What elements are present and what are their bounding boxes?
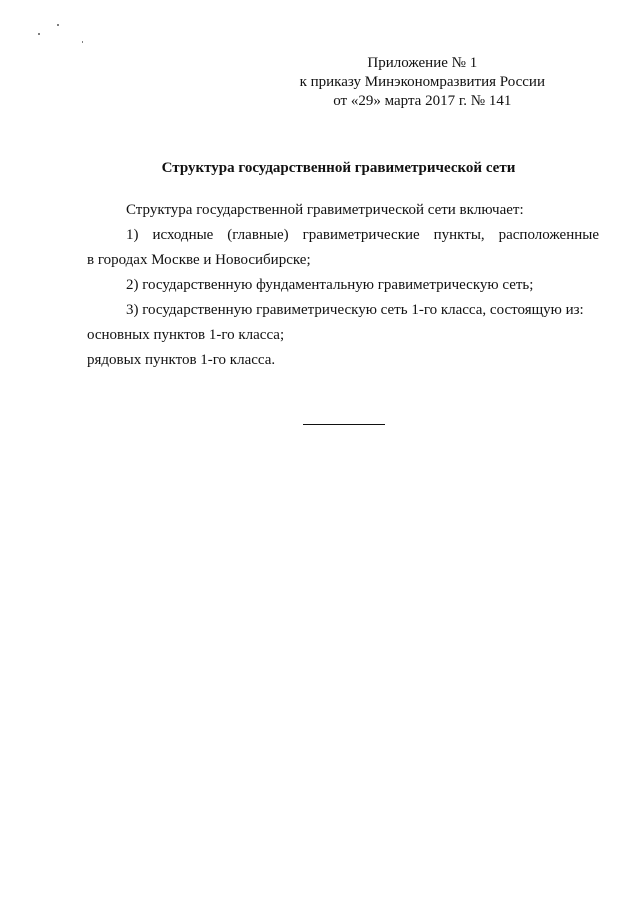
document-title: Структура государственной гравиметрической сети — [161, 160, 516, 176]
scan-speck — [38, 33, 40, 35]
appendix-number: Приложение № 1 — [367, 55, 478, 71]
order-reference: к приказу Минэкономразвития России — [299, 74, 545, 90]
item-1-continuation: в городах Москве и Новосибирске; — [87, 252, 311, 268]
appendix-header — [300, 54, 545, 111]
scan-speck — [82, 41, 83, 43]
item-1-first-line — [87, 223, 599, 248]
item-3: 3) государственную гравиметрическую сеть 1-го класса, состоящую из: — [126, 302, 584, 318]
end-divider — [303, 424, 385, 425]
item-2: 2) государственную фундаментальную гравиметрическую сеть; — [126, 277, 534, 293]
item-1-word: 1) — [126, 227, 139, 243]
item-1-word: гравиметрические — [302, 227, 420, 243]
order-date: от «29» марта 2017 г. № 141 — [333, 93, 512, 109]
item-1-word: пункты, — [433, 227, 485, 243]
scan-speck — [57, 24, 59, 26]
item-1-word: исходные — [152, 227, 214, 243]
sub-item-ordinary-points: рядовых пунктов 1-го класса. — [87, 352, 276, 368]
document-body — [87, 198, 599, 373]
sub-item-main-points: основных пунктов 1-го класса; — [87, 327, 285, 343]
intro-paragraph: Структура государственной гравиметрической сети включает: — [126, 202, 524, 218]
item-1-word: расположенные — [498, 227, 599, 243]
item-1-word: (главные) — [227, 227, 289, 243]
